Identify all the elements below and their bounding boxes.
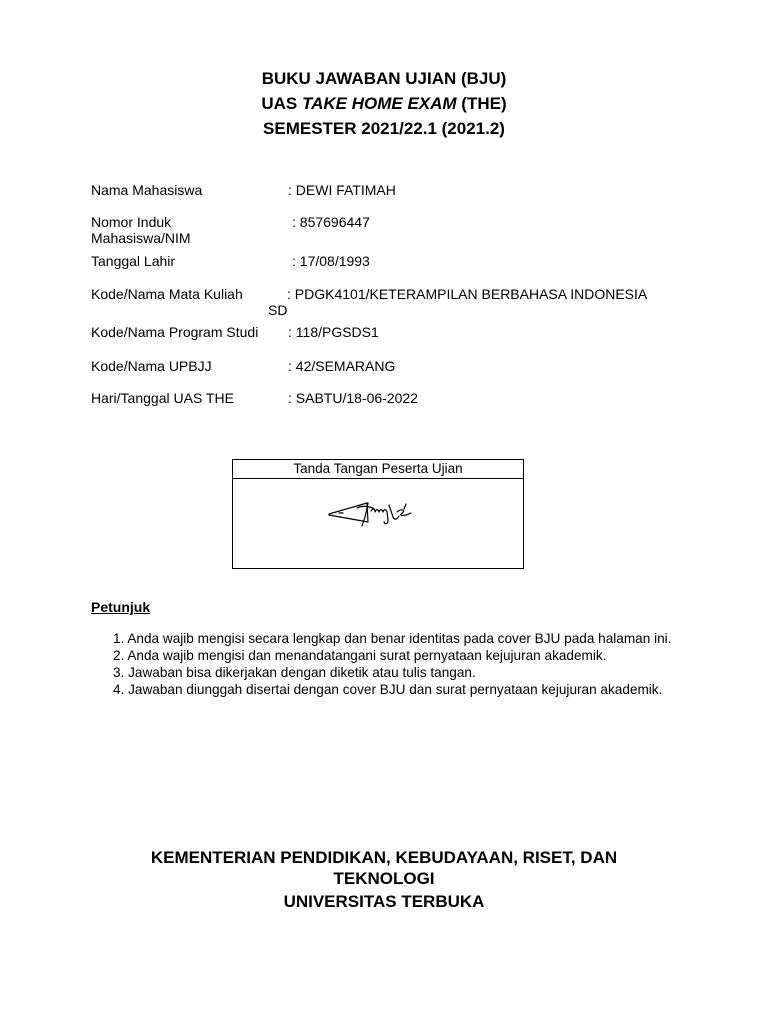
- mata-kuliah-value-cont: SD: [268, 302, 288, 318]
- subtitle-suffix: (THE): [456, 94, 507, 113]
- instructions-heading: Petunjuk: [91, 599, 151, 615]
- ministry-name-line1: KEMENTERIAN PENDIDIKAN, KEBUDAYAAN, RISET, DAN: [150, 848, 618, 867]
- hari-tanggal-value: : SABTU/18-06-2022: [288, 390, 418, 406]
- signature-box: [232, 459, 524, 569]
- instruction-item: 4. Jawaban diunggah disertai dengan cover BJU dan surat pernyataan kejujuran akademik.: [113, 682, 663, 697]
- tanggal-lahir-label: Tanggal Lahir: [91, 253, 176, 269]
- nama-value: : DEWI FATIMAH: [288, 182, 396, 198]
- instructions-list: [113, 630, 671, 698]
- subtitle-italic: TAKE HOME EXAM: [302, 94, 457, 113]
- program-studi-label: Kode/Nama Program Studi: [91, 324, 259, 340]
- nim-label-line1: Nomor Induk: [91, 214, 172, 230]
- mata-kuliah-value: : PDGK4101/KETERAMPILAN BERBAHASA INDONESIA: [287, 286, 648, 302]
- instruction-item: 3. Jawaban bisa dikerjakan dengan diketik atau tulis tangan.: [113, 665, 476, 680]
- nama-label: Nama Mahasiswa: [91, 182, 203, 198]
- instruction-item: 2. Anda wajib mengisi dan menandatangani surat pernyataan kejujuran akademik.: [113, 648, 607, 663]
- document-title: BUKU JAWABAN UJIAN (BJU): [261, 69, 507, 88]
- handwritten-signature: [327, 494, 422, 534]
- tanggal-lahir-value: : 17/08/1993: [292, 253, 370, 269]
- program-studi-value: : 118/PGSDS1: [288, 324, 379, 340]
- ministry-name-line2: TEKNOLOGI: [333, 869, 435, 888]
- signature-box-header: Tanda Tangan Peserta Ujian: [233, 460, 523, 479]
- subtitle-prefix: UAS: [261, 94, 302, 113]
- nim-label-line2: Mahasiswa/NIM: [91, 230, 191, 246]
- instruction-item: 1. Anda wajib mengisi secara lengkap dan benar identitas pada cover BJU pada halaman ini.: [113, 631, 672, 646]
- nim-value: : 857696447: [292, 214, 370, 230]
- university-name: UNIVERSITAS TERBUKA: [283, 892, 485, 911]
- semester-line: SEMESTER 2021/22.1 (2021.2): [263, 119, 505, 138]
- upbjj-label: Kode/Nama UPBJJ: [91, 358, 212, 374]
- mata-kuliah-label: Kode/Nama Mata Kuliah: [91, 286, 243, 302]
- hari-tanggal-label: Hari/Tanggal UAS THE: [91, 390, 234, 406]
- document-subtitle: [0, 94, 768, 114]
- upbjj-value: : 42/SEMARANG: [288, 358, 396, 374]
